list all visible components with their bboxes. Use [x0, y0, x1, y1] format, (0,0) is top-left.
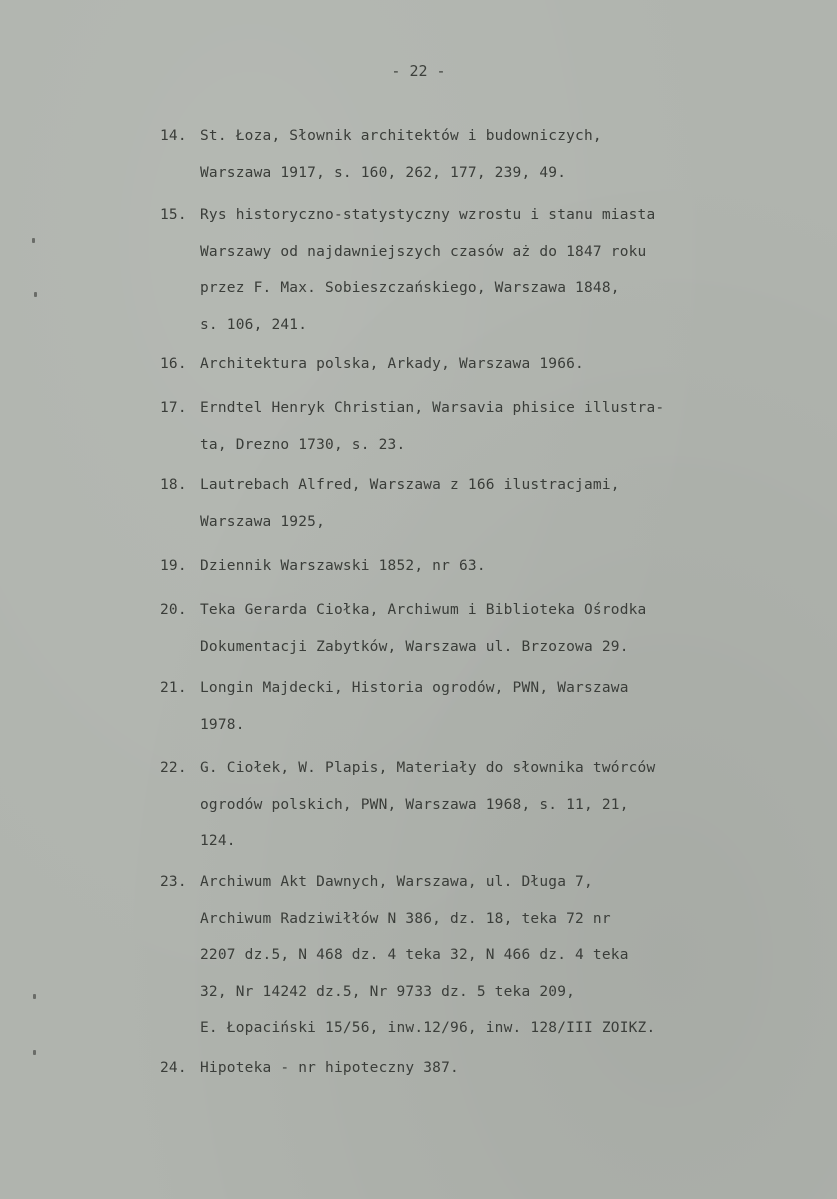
entry-line: Rys historyczno-statystyczny wzrostu i stanu miasta	[200, 207, 656, 223]
entry-line: s. 106, 241.	[200, 316, 308, 333]
bibliography-entry-22	[160, 750, 760, 860]
bibliography-entry-18	[160, 467, 760, 540]
entry-number: 23.	[160, 874, 187, 890]
scan-speck	[33, 994, 36, 999]
bibliography-entry-20	[160, 592, 760, 665]
bibliography-entry-23	[160, 864, 760, 1047]
entry-line: Dokumentacji Zabytków, Warszawa ul. Brzozowa 29.	[200, 638, 629, 655]
entry-number: 21.	[160, 680, 187, 696]
entry-line: Architektura polska, Arkady, Warszawa 1966.	[200, 356, 584, 372]
entry-line: 124.	[200, 833, 236, 849]
entry-line: ogrodów polskich, PWN, Warszawa 1968, s. 11, 21,	[200, 796, 629, 813]
entry-number: 18.	[160, 477, 187, 493]
bibliography-entry-15	[160, 197, 760, 343]
entry-line: 32, Nr 14242 dz.5, Nr 9733 dz. 5 teka 209,	[200, 983, 576, 1000]
entry-line: St. Łoza, Słownik architektów i budowniczych,	[200, 128, 602, 144]
entry-line: Warszawa 1917, s. 160, 262, 177, 239, 49.	[200, 164, 567, 181]
entry-line: Warszawy od najdawniejszych czasów aż do 1847 roku	[200, 243, 647, 260]
bibliography-entry-14	[160, 118, 760, 191]
bibliography-entry-16	[160, 346, 760, 383]
entry-number: 15.	[160, 207, 187, 223]
entry-line: Erndtel Henryk Christian, Warsavia phisice illustra-	[200, 400, 665, 416]
entry-line: G. Ciołek, W. Plapis, Materiały do słownika twórców	[200, 760, 656, 776]
entry-line: Warszawa 1925,	[200, 513, 326, 530]
entry-line: 1978.	[200, 716, 245, 733]
entry-number: 16.	[160, 356, 187, 372]
page-number: - 22 -	[391, 62, 446, 80]
entry-line: Dziennik Warszawski 1852, nr 63.	[200, 558, 486, 574]
entry-number: 22.	[160, 760, 187, 776]
entry-line: Lautrebach Alfred, Warszawa z 166 ilustracjami,	[200, 477, 620, 493]
scan-speck	[32, 238, 35, 243]
entry-line: ta, Drezno 1730, s. 23.	[200, 436, 406, 453]
entry-line: Archiwum Radziwiłłów N 386, dz. 18, teka 72 nr	[200, 910, 611, 927]
entry-number: 24.	[160, 1060, 187, 1076]
bibliography-entry-17	[160, 390, 760, 463]
entry-number: 14.	[160, 128, 187, 144]
entry-number: 19.	[160, 558, 187, 574]
bibliography-entry-19	[160, 548, 760, 585]
entry-line: Longin Majdecki, Historia ogrodów, PWN, Warszawa	[200, 680, 629, 696]
bibliography-entry-24	[160, 1050, 760, 1087]
entry-line: Teka Gerarda Ciołka, Archiwum i Biblioteka Ośrodka	[200, 602, 647, 618]
entry-line: Archiwum Akt Dawnych, Warszawa, ul. Długa 7,	[200, 874, 593, 890]
bibliography-entry-21	[160, 670, 760, 743]
entry-line: E. Łopaciński 15/56, inw.12/96, inw. 128/III ZOIKZ.	[200, 1020, 656, 1036]
entry-line: Hipoteka - nr hipoteczny 387.	[200, 1060, 459, 1076]
entry-number: 20.	[160, 602, 187, 618]
entry-number: 17.	[160, 400, 187, 416]
scan-speck	[33, 1050, 36, 1055]
entry-line: przez F. Max. Sobieszczańskiego, Warszawa 1848,	[200, 280, 620, 296]
entry-line: 2207 dz.5, N 468 dz. 4 teka 32, N 466 dz. 4 teka	[200, 947, 629, 963]
scan-speck	[34, 292, 37, 297]
